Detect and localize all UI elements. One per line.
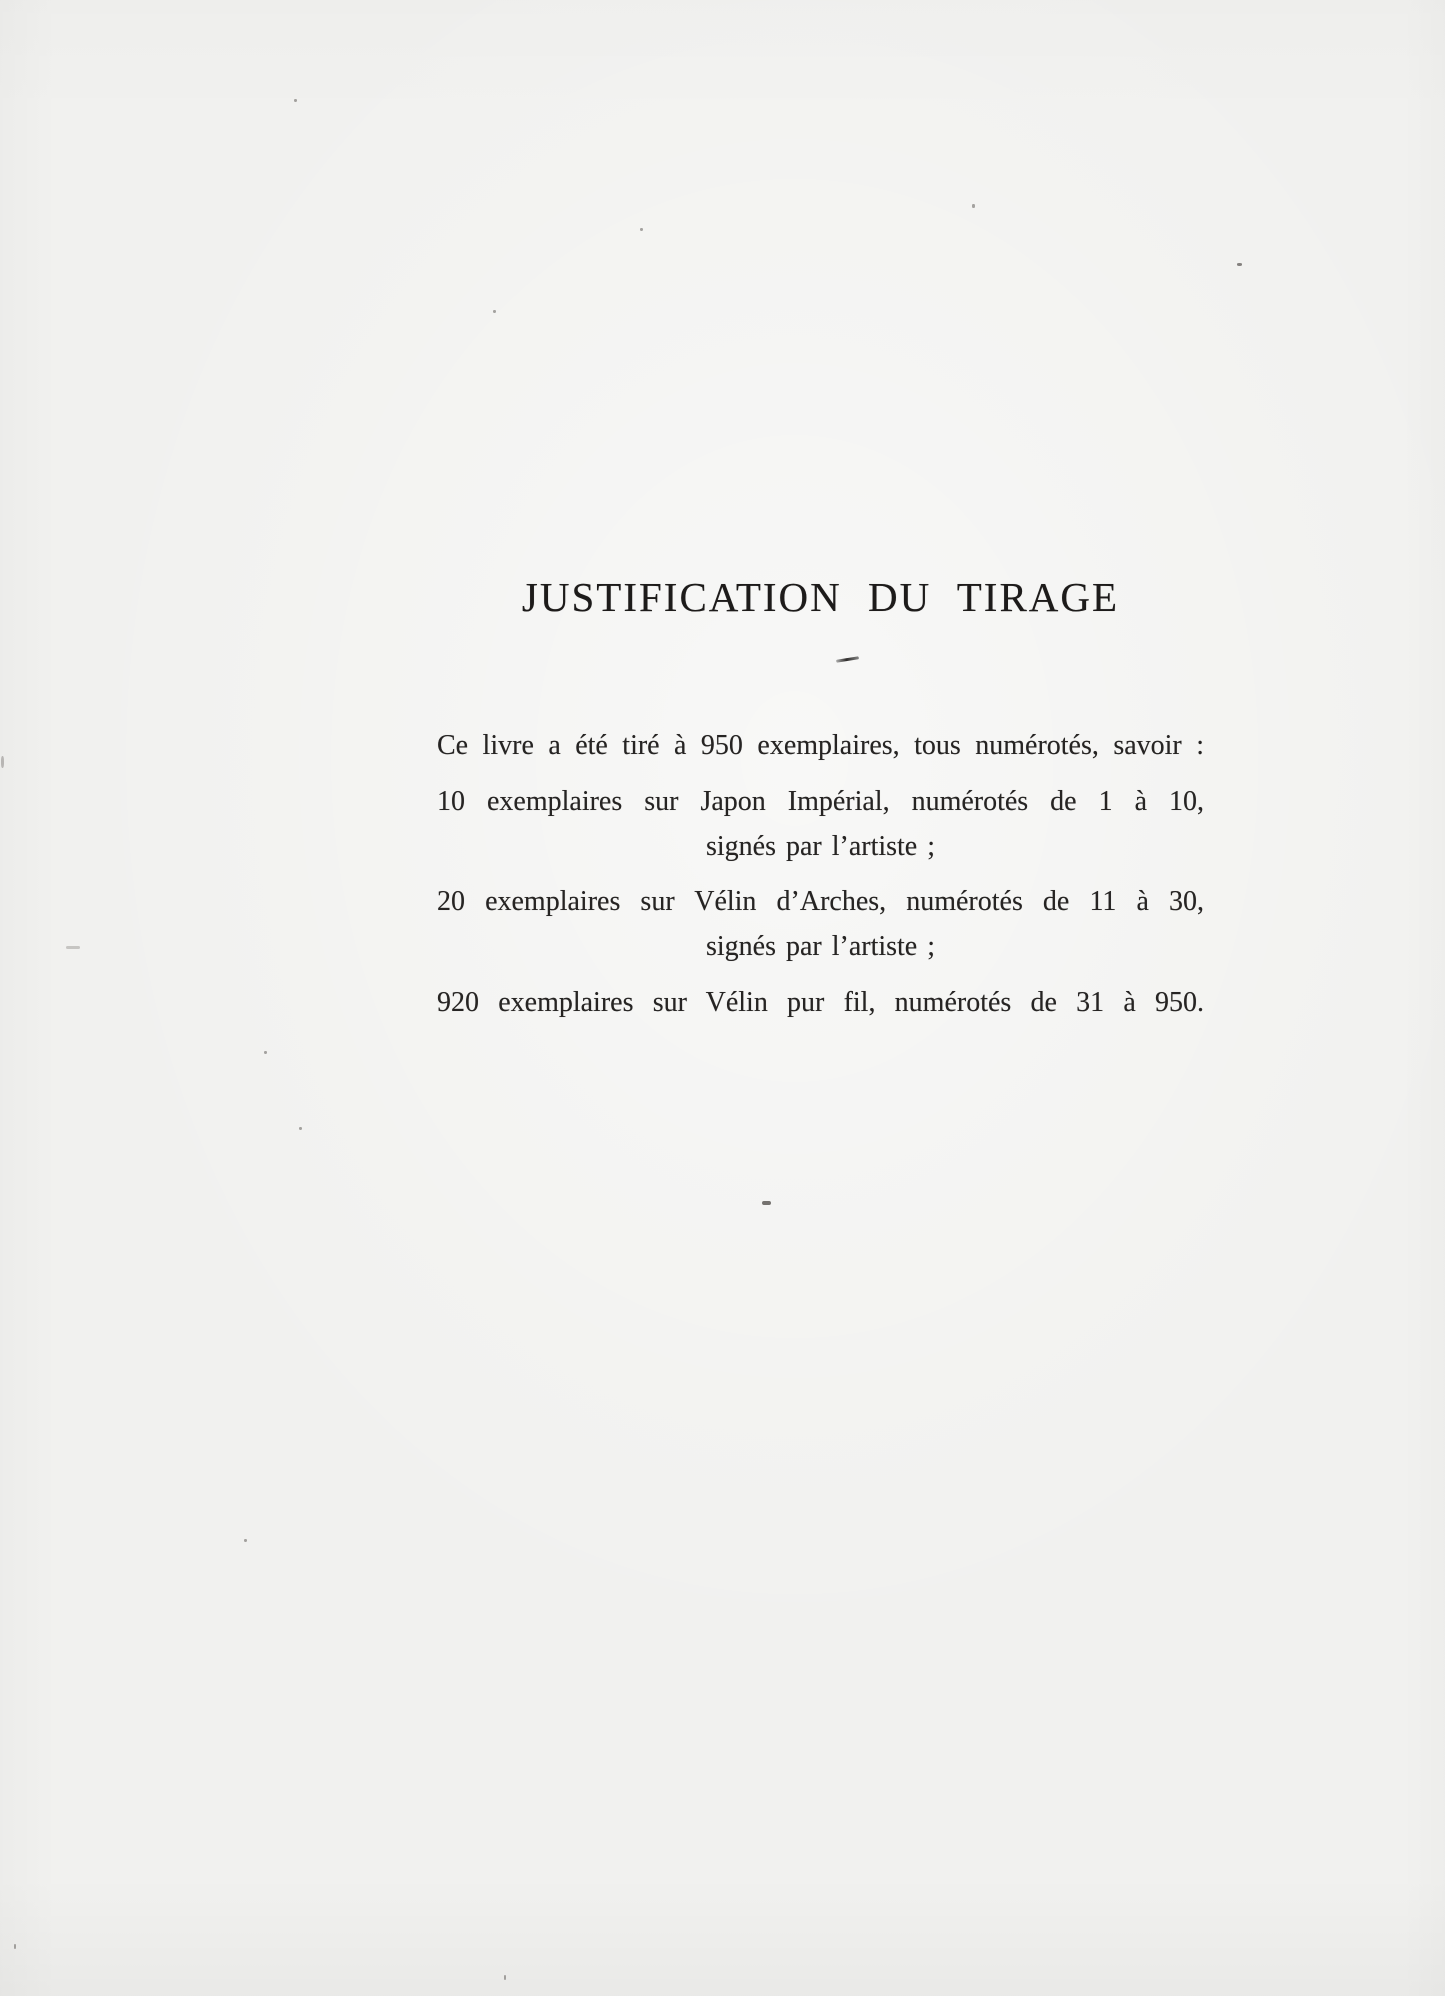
limitation-line-arches: 20 exemplaires sur Vélin d’Arches, numérotés de 11 à 30, bbox=[437, 886, 1204, 917]
scan-speck bbox=[640, 228, 643, 231]
scan-speck bbox=[244, 1539, 247, 1542]
scan-speck bbox=[264, 1051, 267, 1054]
scan-speck bbox=[1237, 263, 1242, 266]
scan-speck bbox=[294, 99, 297, 102]
scan-speck bbox=[1, 756, 4, 768]
scan-speck bbox=[762, 1201, 771, 1205]
limitation-line-intro: Ce livre a été tiré à 950 exemplaires, tous numérotés, savoir : bbox=[437, 730, 1204, 761]
scan-speck bbox=[66, 946, 80, 949]
scan-speck bbox=[493, 310, 496, 313]
scan-speck bbox=[14, 1944, 16, 1949]
scan-speck bbox=[299, 1127, 302, 1130]
limitation-text-block bbox=[437, 0, 1204, 1996]
limitation-line-velin: 920 exemplaires sur Vélin pur fil, numérotés de 31 à 950. bbox=[437, 987, 1204, 1018]
limitation-line-signed-1: signés par l’artiste ; bbox=[705, 831, 936, 862]
scan-speck bbox=[972, 204, 975, 208]
scan-speck bbox=[504, 1975, 506, 1980]
limitation-line-japon: 10 exemplaires sur Japon Impérial, numérotés de 1 à 10, bbox=[437, 786, 1204, 817]
page-title: JUSTIFICATION DU TIRAGE bbox=[521, 574, 1120, 620]
limitation-line-signed-2: signés par l’artiste ; bbox=[705, 931, 936, 962]
